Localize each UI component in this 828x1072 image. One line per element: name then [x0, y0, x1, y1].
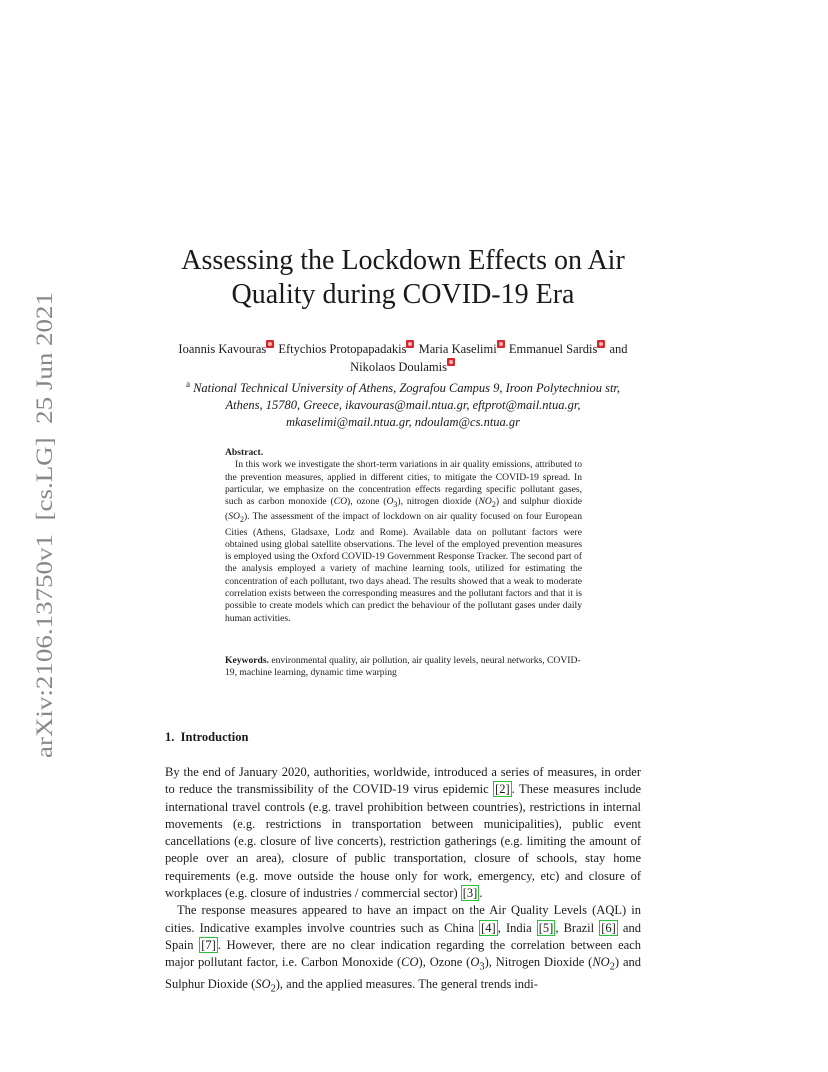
- paragraph: By the end of January 2020, authorities, worldwide, introduced a series of measures, in order to reduce the transmissibility of the COVID-19 virus epidemic [2] . These measures include international travel controls (e.g. travel prohibition between countries), restrictions in internal movements (e.g. restrictions in transportation between municipalities), public event cancellations (e.g. closure of live concerts), restriction gatherings (e.g. limiting the amount of people over an area), closure of public transportation, closure of schools, stay home requirements (e.g. move outside the house only for work, emergency, etc) and closure of workplaces (e.g. closure of industries / commercial sector) [3] .: [165, 765, 641, 901]
- author-name: Maria Kaselimi: [418, 342, 497, 356]
- author-list: [150, 340, 656, 376]
- title-line-1: Assessing the Lockdown Effects on Air: [181, 245, 625, 276]
- author-name: Emmanuel Sardis: [508, 342, 598, 356]
- orcid-icon[interactable]: [266, 340, 274, 348]
- section-title: Introduction: [180, 730, 249, 744]
- arxiv-identifier-stamp: [20, 292, 64, 758]
- orcid-icon[interactable]: [497, 340, 505, 348]
- citation-link[interactable]: [4]: [481, 920, 496, 935]
- arxiv-identifier-text: arXiv:2106.13750v1 [cs.LG] 25 Jun 2021: [32, 352, 58, 758]
- author-name: Nikolaos Doulamis: [350, 360, 447, 374]
- paragraph: The response measures appeared to have an impact on the Air Quality Levels (AQL) in cities. Indicative examples involve countries such as China [4] , India [5] , Brazil [6] and Spain [7] . However, there are no clear indication regarding the correlation between each major pollutant factor, i.e. Carbon Monoxide (CO), Ozone $(O_3)$, Nitrogen Dioxide $(NO_2)$ and Sulphur Dioxide $(SO_2)$, and the applied measures. The general trends indi-: [165, 903, 641, 995]
- keywords: [225, 655, 582, 680]
- author-name: Ioannis Kavouras: [178, 342, 267, 356]
- affiliation-line-3: mkaselimi@mail.ntua.gr, ndoulam@cs.ntua.gr: [285, 415, 521, 430]
- citation-link[interactable]: [5]: [538, 920, 554, 935]
- author-conjunction: and: [609, 342, 628, 356]
- title-line-2: Quality during COVID-19 Era: [231, 279, 575, 310]
- paper-title: [140, 244, 666, 312]
- affiliation-line-1: National Technical University of Athens, Zografou Campus 9, Iroon Polytechniou str,: [193, 381, 621, 396]
- keywords-text: environmental quality, air pollution, air quality levels, neural networks, COVID-19, machine learning, dynamic time warping: [225, 655, 581, 679]
- affiliation: [150, 376, 656, 431]
- citation-link[interactable]: [7]: [201, 937, 216, 952]
- introduction-body: [165, 764, 641, 998]
- citation-link[interactable]: [2]: [495, 782, 510, 797]
- affiliation-mark: a: [185, 379, 190, 389]
- abstract-body: In this work we investigate the short-term variations in air quality emissions, attributed to the prevention measures, applied in different cities, to mitigate the COVID-19 spread. In particular, we emphasize on the concentration effects regarding specific pollutant gases, such as carbon monoxide (CO), ozone $(O_3)$, nitrogen dioxide $(NO_2)$ and sulphur dioxide $(SO_2)$. The assessment of the impact of lockdown on air quality focused on four European Cities (Athens, Gladsaxe, Lodz and Rome). Available data on pollutant factors were obtained using global satellite observations. The level of the employed prevention measures is employed using the Oxford COVID-19 Government Response Tracker. The second part of the analysis employed a variety of machine learning tools, utilized for estimating the concentration of each pollutant, two days ahead. The results showed that a weak to moderate correlation exists between the corresponding measures and the pollutant factors and that it is possible to create models which can predict the behaviour of the pollutant gases under daily human activities.: [225, 459, 583, 624]
- author-name: Eftychios Protopapadakis: [278, 342, 407, 356]
- keywords-label: Keywords.: [225, 655, 269, 666]
- abstract: [225, 447, 582, 625]
- citation-link[interactable]: [3]: [462, 886, 478, 901]
- orcid-icon[interactable]: [447, 358, 455, 366]
- orcid-icon[interactable]: [406, 340, 414, 348]
- section-heading: [165, 730, 248, 745]
- orcid-icon[interactable]: [597, 340, 605, 348]
- section-number: 1.: [165, 730, 175, 744]
- affiliation-line-2: Athens, 15780, Greece, ikavouras@mail.ntua.gr, eftprot@mail.ntua.gr,: [225, 398, 581, 413]
- abstract-heading: Abstract.: [225, 447, 264, 458]
- citation-link[interactable]: [6]: [601, 920, 616, 935]
